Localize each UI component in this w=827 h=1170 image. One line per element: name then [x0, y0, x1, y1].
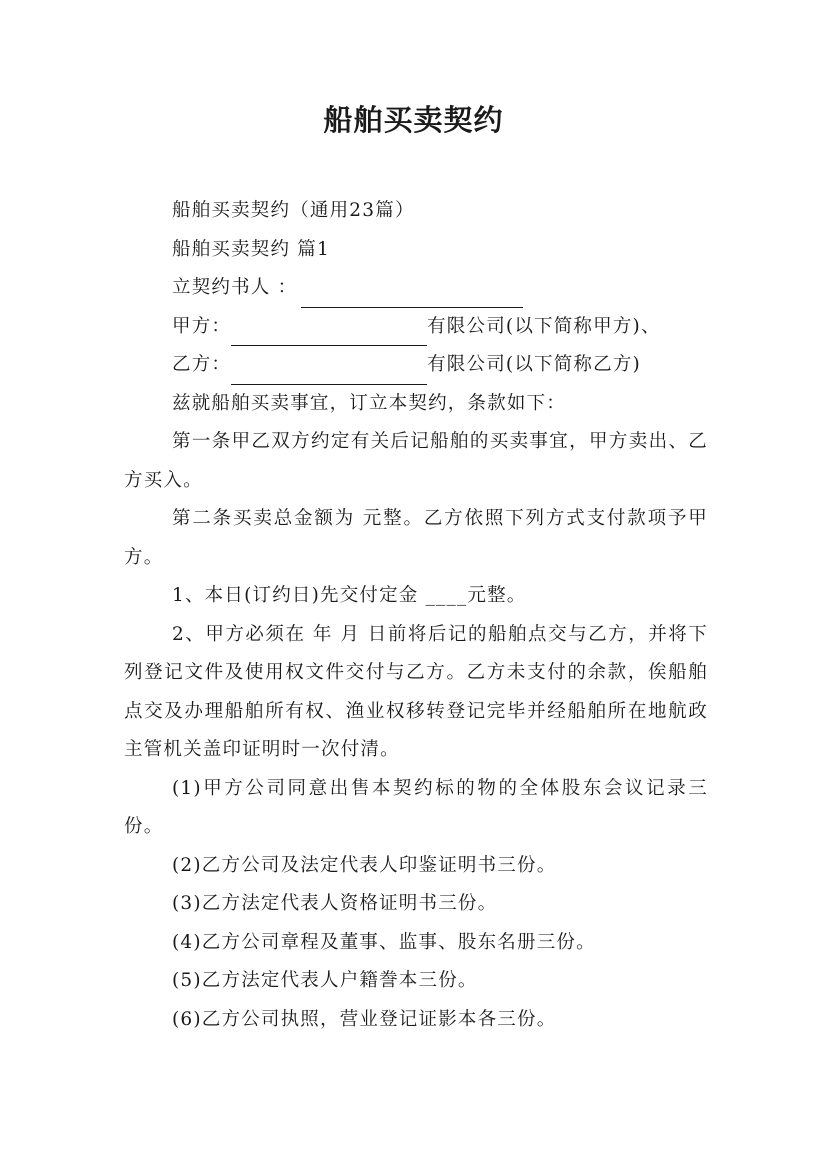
paragraph-contract-parties [124, 269, 708, 308]
party-a-suffix: 有限公司(以下简称甲方)、 [427, 315, 661, 337]
paragraph-article-2: 第二条买卖总金额为 元整。乙方依照下列方式支付款项予甲方。 [124, 508, 708, 568]
paragraph-subtitle: 船舶买卖契约（通用23篇） [172, 200, 415, 221]
paragraph-item-1: 1、本日(订约日)先交付定金 ____元整。 [172, 585, 527, 606]
party-b-suffix: 有限公司(以下简称乙方) [427, 354, 641, 375]
paragraph-doc-1: (1)甲方公司同意出售本契约标的物的全体股东会议记录三份。 [124, 777, 708, 837]
document-body [124, 192, 708, 1039]
paragraph-item-2: 2、甲方必须在 年 月 日前将后记的船舶点交与乙方，并将下列登记文件及使用权文件交付与乙方。乙方未支付的余款，俟船舶点交及办理船舶所有权、渔业权移转登记完毕并经船舶所在地航政主管机关盖印证明时一次付清。 [124, 623, 708, 760]
paragraph-doc-3: (3)乙方法定代表人资格证明书三份。 [172, 893, 498, 914]
paragraph-party-a [124, 308, 708, 347]
paragraph-doc-4: (4)乙方公司章程及董事、监事、股东名册三份。 [172, 931, 596, 953]
paragraph-doc-5: (5)乙方法定代表人户籍誊本三份。 [172, 970, 478, 991]
paragraph-doc-6: (6)乙方公司执照，营业登记证影本各三份。 [172, 1008, 557, 1030]
party-a-label: 甲方： [172, 315, 232, 337]
paragraph-doc-2: (2)乙方公司及法定代表人印鉴证明书三份。 [172, 854, 557, 876]
party-b-label: 乙方： [172, 354, 232, 375]
party-b-blank [231, 358, 427, 385]
paragraph-intro: 兹就船舶买卖事宜，订立本契约，条款如下： [172, 392, 567, 414]
paragraph-article-1: 第一条甲乙双方约定有关后记船舶的买卖事宜，甲方卖出、乙方买入。 [124, 431, 708, 491]
paragraph-chapter-heading: 船舶买卖契约 篇1 [172, 238, 330, 260]
signatory-label: 立契约书人 ： [172, 277, 298, 298]
signatory-blank [301, 281, 523, 308]
paragraph-party-b [124, 346, 708, 385]
document-title: 船舶买卖契约 [323, 103, 504, 137]
party-a-blank [231, 319, 427, 346]
